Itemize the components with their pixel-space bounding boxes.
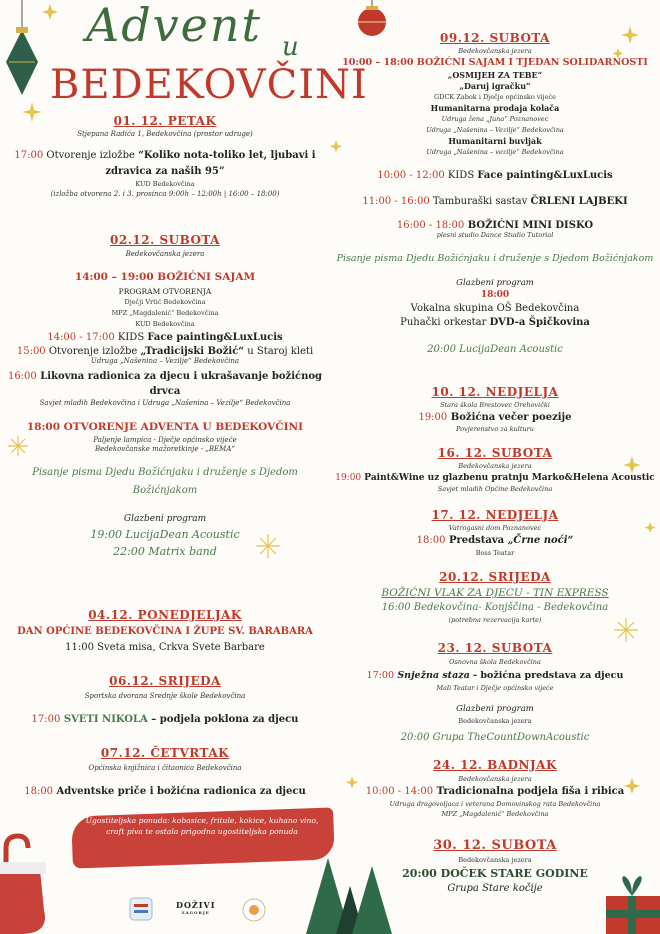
right-schedule-6: 23. 12. SUBOTA Osnovna škola Bedekovčina 17:00 Snježna staza - božićna predstava za djecu Mali Teatar i Dječje općinsko vijeće Glazbeni program Bedekovčanska jezera 20:00 Grupa TheCountDownAcoustic: [330, 641, 660, 743]
offer-banner-text: Ugostiteljska ponuda: kobasice, fritule, kokice, kuhano vino, craft piva te ostala prigodna ugostiteljska ponuda: [85, 816, 319, 836]
event-line: 17:00 Otvorenje izložbe “Koliko nota-toliko let, ljubavi i zdravica za naših 95”: [14, 150, 316, 177]
advent-opening: 18:00 OTVORENJE ADVENTA U BEDEKOVČINI: [26, 421, 304, 433]
right-schedule: 09.12. SUBOTA Bedekovčanska jezera 10:00 – 18:00 BOŽIĆNI SAJAM I TJEDAN SOLIDARNOSTI „OSMIJEH ZA TEBE“ „Daruj igračku“ GDCK Zabok i Dječje općinsko vijeće Humanitarna prodaja kolača Udruga žena „Juna“ Poznanovec Udruga „Našenina – Vezilje“ Bedekovčina Humanitarni buvljak Udruga „Našenina – vezilje“ Bedekovčina 10:00 - 12:00 KIDS Face painting&LuxLucis 11:00 - 16:00 Tamburaški sastav ČRLENI LAJBEKI 16:00 - 18:00 BOŽIĆNI MINI DISKO plesni studio Dance Studio Tutorial Pisanje pisma Djedu Božićnjaku i druženje s Djedom Božićnjakom Glazbeni program 18:00 Vokalna skupina OŠ Bedekovčina Puhački orkestar DVD-a Špičkovina 20:00 LucijaDean Acoustic: [330, 31, 660, 355]
event-org: KUD Bedekovčina: [135, 180, 195, 188]
date-heading: 07.12. ČETVRTAK: [100, 746, 230, 760]
date-heading: 20.12. SRIJEDA: [439, 570, 551, 584]
dozivi-logo: DOŽIVI ZAGORJE: [176, 900, 216, 915]
left-schedule-4: 06.12. SRIJEDA Sportska dvorana Srednje škole Bedekovčina 17:00 SVETI NIKOLA – podjela poklona za djecu: [0, 674, 330, 725]
title-bedekovcina: BEDEKOVČINI: [50, 62, 368, 108]
date-heading: 06.12. SRIJEDA: [109, 674, 221, 688]
date-heading: 09.12. SUBOTA: [440, 31, 550, 45]
date-heading: 10. 12. NEDJELJA: [431, 385, 559, 399]
right-schedule-7: 24. 12. BADNJAK Bedekovčanska jezera 10:00 - 14:00 Tradicionalna podjela fiša i ribica Udruga dragovoljaca i veterana Domovinskog rata Bedekovčina MPZ „Magdalenić“ Bedekovčina: [330, 758, 660, 818]
event-main: 14:00 – 19:00 BOŽIĆNI SAJAM: [74, 271, 256, 283]
right-schedule-4: 17. 12. NEDJELJA Vatrogasni dom Poznanovec 18:00 Predstava „Črne noći“ Boss Teatar: [330, 508, 660, 557]
right-schedule-2: 10. 12. NEDJELJA Stara škola Brestovec Orehovički 19:00 Božićna večer poezije Povjerenstvo za kulturu: [330, 385, 660, 433]
title-u: u: [282, 32, 299, 62]
right-schedule-5: 20.12. SRIJEDA BOŽIĆNI VLAK ZA DJECU - TIN EXPRESS 16:00 Bedekovčina- Konjščina - Bedekovčina (potrebna rezervacija karte): [330, 570, 660, 624]
date-heading: 17. 12. NEDJELJA: [431, 508, 559, 522]
left-schedule: [0, 114, 330, 198]
right-schedule-8: 30. 12. SUBOTA Bedekovčanska jezera 20:00 DOČEK STARE GODINE Grupa Stare kočije: [330, 838, 660, 894]
date-heading: 04.12. PONEDJELJAK: [88, 608, 242, 622]
municipality-logo: [130, 898, 152, 920]
date-heading: 30. 12. SUBOTA: [433, 838, 557, 853]
left-schedule-2: 02.12. SUBOTA Bedekovčanska jezera 14:00 – 19:00 BOŽIĆNI SAJAM PROGRAM OTVORENJA Dječji Vrtić Bedekovčina MPZ „Magdalenić“ Bedekovčina KUD Bedekovčina 14:00 - 17:00 KIDS Face painting&LuxLucis 15:00 Otvorenje izložbe „Tradicijski Božić“ u Staroj kleti Udruga „Našenina – Vezilje“ Bedekovčina 16:00 Likovna radionica za djecu i ukrašavanje božićnog drvca Savjet mladih Bedekovčina i Udruga „Našenina – Vezilje“ Bedekovčina 18:00 OTVORENJE ADVENTA U BEDEKOVČINI Paljenje lampica - Dječje općinsko vijeće Bedekovčanske mažoretkinje - „BEMA“ Pisanje pisma Djedu Božićnjaku i druženje s Djedom Božićnjakom Glazbeni program 19:00 LucijaDean Acoustic 22:00 Matrix band: [0, 233, 330, 560]
date-heading: 01. 12. PETAK: [113, 114, 217, 128]
date-heading: 16. 12. SUBOTA: [437, 446, 553, 460]
event-place: Bedekovčanska jezera: [125, 250, 205, 258]
title-advent: Advent: [86, 0, 262, 52]
left-schedule-5: 07.12. ČETVRTAK Općinska knjižnica i čitaonica Bedekovčina 18:00 Adventske priče i božićna radionica za djecu: [0, 746, 330, 797]
star-icon: [42, 4, 58, 20]
date-heading: 02.12. SUBOTA: [110, 233, 220, 247]
date-heading: 23. 12. SUBOTA: [437, 641, 553, 655]
date-heading: 24. 12. BADNJAK: [433, 758, 557, 772]
left-schedule-3: 04.12. PONEDJELJAK DAN OPĆINE BEDEKOVČINA I ŽUPE SV. BARABARA 11:00 Sveta misa, Crkva Svete Barbare: [0, 608, 330, 653]
event-place: Stjepana Radića 1, Bedekovčina (prostor udruge): [77, 130, 253, 138]
event-note: (izložba otvorena 2. i 3. prosinca 9:00h – 12:00h | 16:00 – 18:00): [50, 190, 280, 198]
stocking-icon: [0, 870, 45, 934]
right-schedule-3: 16. 12. SUBOTA Bedekovčanska jezera 19:00 Paint&Wine uz glazbenu pratnju Marko&Helena Acoustic Savjet mladih Općine Bedekovčina: [330, 446, 660, 493]
